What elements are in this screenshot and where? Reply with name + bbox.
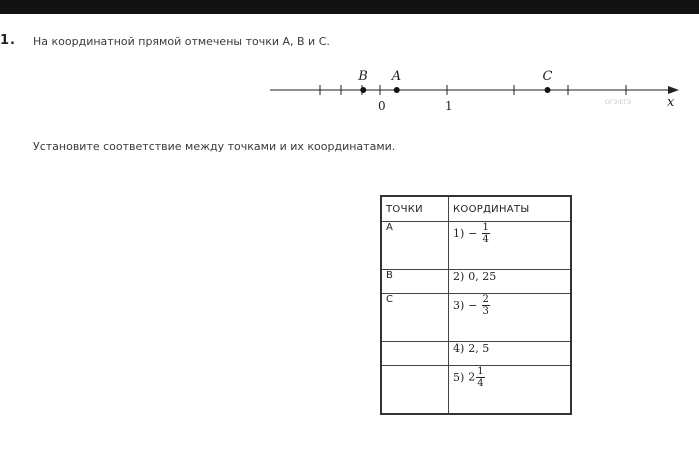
top-bar	[0, 0, 699, 14]
fraction-denominator: 3	[482, 306, 489, 317]
fraction-denominator: 4	[477, 378, 484, 389]
coordinate-cell	[449, 270, 572, 294]
point-cell: A	[381, 222, 449, 270]
watermark: ОГЭ/ЕГЭ	[605, 99, 632, 106]
coordinate-index: 2)	[453, 270, 465, 283]
header-points: ТОЧКИ	[381, 196, 449, 222]
coordinate-cell	[449, 294, 572, 342]
fraction	[482, 222, 490, 245]
point-cell	[381, 366, 449, 414]
minus-sign: −	[468, 226, 478, 240]
fraction-numerator: 2	[482, 294, 489, 305]
table-row	[381, 366, 571, 414]
table-header-row	[381, 196, 571, 222]
table-row	[381, 270, 571, 294]
point-c-marker	[545, 87, 551, 93]
coordinate-value: 2, 5	[468, 342, 490, 355]
table-row	[381, 294, 571, 342]
table-row	[381, 222, 571, 270]
instruction-text: Установите соответствие между точками и их координатами.	[33, 140, 396, 153]
minus-sign: −	[468, 298, 478, 312]
coordinate-cell	[449, 366, 572, 414]
point-cell	[381, 342, 449, 366]
fraction	[482, 294, 490, 317]
point-a-marker	[394, 87, 400, 93]
task-statement: На координатной прямой отмечены точки A, B и C.	[33, 35, 330, 48]
coordinate-cell	[449, 222, 572, 270]
coordinate-index: 1)	[453, 226, 465, 240]
tick-label: 0	[378, 99, 386, 113]
fraction	[476, 366, 484, 389]
number-line	[270, 60, 680, 120]
fraction-numerator: 1	[482, 222, 489, 233]
coordinate-index: 4)	[453, 342, 465, 355]
point-b-label: B	[358, 69, 368, 84]
fraction-numerator: 1	[477, 366, 484, 377]
coordinate-index: 3)	[453, 298, 465, 312]
fraction-denominator: 4	[482, 234, 489, 245]
table-row	[381, 342, 571, 366]
coordinate-cell	[449, 342, 572, 366]
point-cell: C	[381, 294, 449, 342]
tick-label: 1	[445, 99, 453, 113]
axis-label: x	[667, 95, 675, 110]
point-c-label: C	[542, 69, 553, 84]
coordinate-index: 5)	[453, 370, 465, 384]
axis-arrow-icon	[668, 86, 679, 94]
point-cell: B	[381, 270, 449, 294]
header-coordinates: КООРДИНАТЫ	[449, 196, 572, 222]
point-a-label: A	[391, 69, 402, 84]
mixed-whole: 2	[468, 370, 476, 384]
point-b-marker	[360, 87, 366, 93]
coordinate-value: 0, 25	[468, 270, 497, 283]
task-number: 1.	[0, 33, 16, 48]
matching-table	[380, 195, 572, 415]
